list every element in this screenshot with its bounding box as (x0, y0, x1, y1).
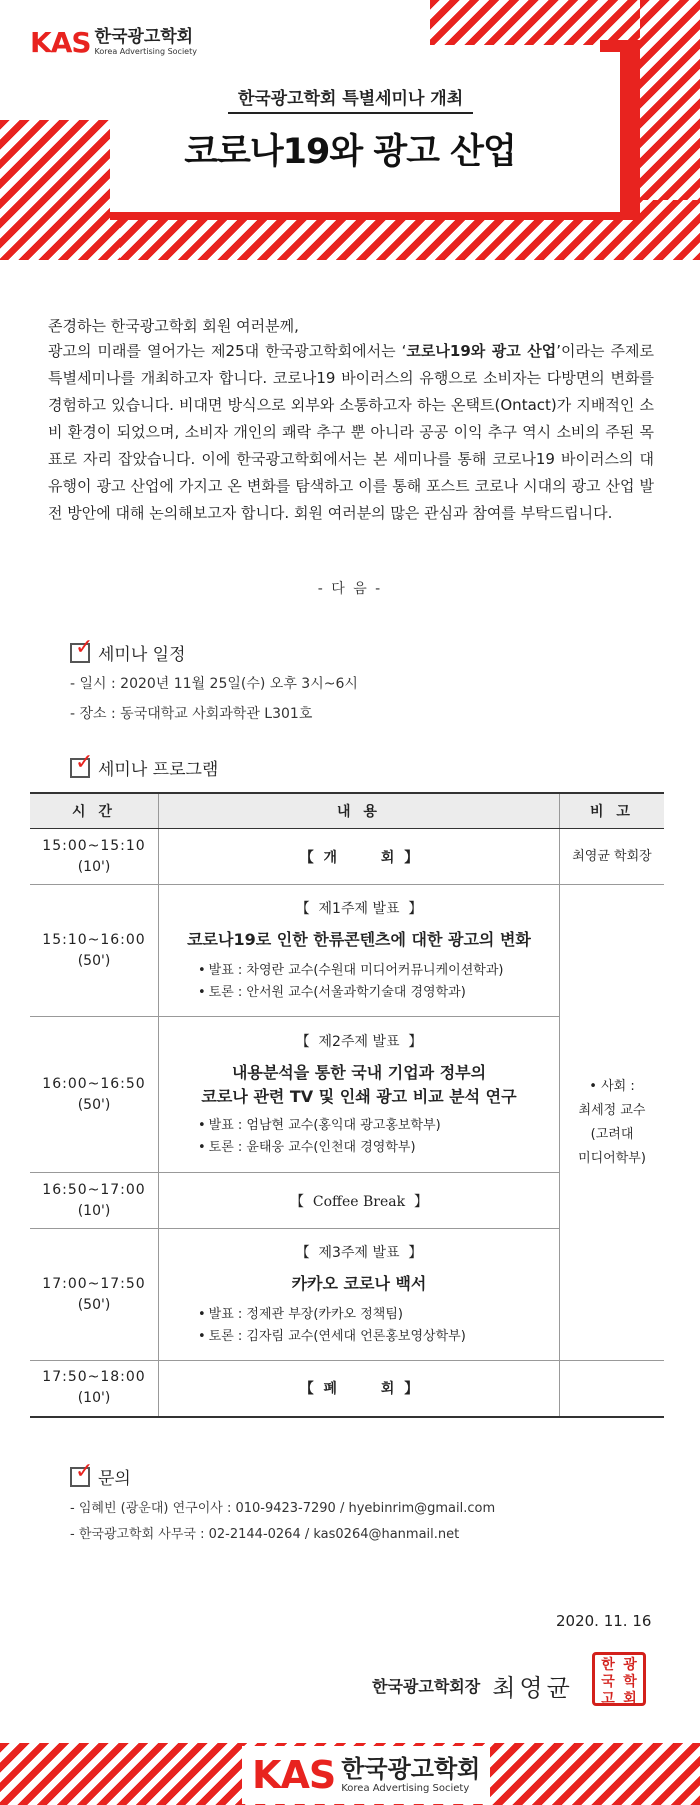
time-cell (30, 829, 159, 885)
closing-label: 【 폐 회 】 (299, 1381, 419, 1398)
topic1-discussant: • 토론 : 안서원 교수(서울과학기술대 경영학과) (160, 982, 558, 1004)
kas-logo-korean: 한국광고학회 (341, 1754, 481, 1783)
host-line1: • 사회 : (589, 1078, 635, 1094)
table-header-row (30, 793, 664, 829)
kas-logo-korean: 한국광고학회 (94, 27, 194, 47)
topic1-title: 코로나19로 인한 한류콘텐츠에 대한 광고의 변화 (187, 929, 531, 949)
page-subtitle: 한국광고학회 특별세미나 개최 (237, 89, 464, 109)
topic2-discussant: • 토론 : 윤태웅 교수(인천대 경영학부) (160, 1137, 558, 1159)
kas-logo-top (30, 24, 205, 61)
time-range: 16:00~16:50 (42, 1075, 146, 1092)
intro-text-bold: 코로나19와 광고 산업 (406, 342, 557, 360)
kas-logo-text (341, 1754, 481, 1794)
time-cell (30, 1361, 159, 1417)
checkbox-icon (70, 1458, 94, 1487)
content-cell (159, 829, 560, 885)
schedule-place: - 장소 : 동국대학교 사회과학관 L301호 (70, 706, 313, 722)
title-divider (228, 112, 473, 114)
intro-text-after: ’이라는 주제로 특별세미나를 개최하고자 합니다. 코로나19 바이러스의 유행으로 소비자는 다방면의 변화를 경험하고 있습니다. 비대면 방식으로 외부와 소통하고자 하는 온택트(Ontact)가 지배적인 소비 환경이 되었으며, 소비자 개인의 쾌락 추구 뿐 아니라 공공 이익 추구 역시 소비의 주된 목표로 자리 잡았습니다. 이에 한국광고학회에서는 본 세미나를 통해 코로나19 바이러스의 대유행이 광고 산업에 가지고 온 변화를 탐색하고 이를 통해 포스트 코로나 시대의 광고 산업 발전 방안에 대해 논의해보고자 합니다. 회원 여러분의 많은 관심과 참여를 부탁드립니다. (48, 342, 654, 522)
time-duration: (50') (77, 1296, 111, 1313)
program-heading-label: 세미나 프로그램 (98, 760, 219, 780)
kas-logo-mark: KAS (30, 26, 91, 59)
greeting: 존경하는 한국광고학회 회원 여러분께, (48, 317, 299, 335)
intro-paragraph (48, 338, 654, 527)
topic3-head: 【 제3주제 발표 】 (295, 1244, 423, 1261)
kas-logo-bottom (242, 1746, 490, 1804)
time-duration: (10') (77, 1390, 111, 1407)
page-title: 코로나19와 광고 산업 (184, 132, 516, 172)
topic2-title-line1: 내용분석을 통한 국내 기업과 정부의 (231, 1062, 487, 1082)
kas-logo-text (95, 29, 197, 56)
host-line2: 최세정 교수 (578, 1102, 646, 1118)
schedule-heading-label: 세미나 일정 (98, 645, 186, 665)
note-cell-empty (560, 1361, 665, 1417)
time-range: 17:50~18:00 (42, 1369, 146, 1386)
topic3-discussant: • 토론 : 김자림 교수(연세대 언론홍보영상학부) (160, 1326, 558, 1348)
kas-logo-english: Korea Advertising Society (341, 1782, 470, 1794)
content-cell (159, 1361, 560, 1417)
time-duration: (50') (77, 1096, 111, 1113)
topic1-presenter: • 발표 : 차영란 교수(수원대 미디어커뮤니케이션학과) (160, 960, 558, 982)
time-cell (30, 885, 159, 1017)
time-cell (30, 1229, 159, 1361)
footer-banner (0, 1743, 700, 1805)
note-cell-host (560, 885, 665, 1361)
signer-role: 한국광고학회장 (372, 1677, 481, 1696)
kas-logo-english: Korea Advertising Society (94, 47, 197, 56)
header-banner (0, 0, 700, 260)
topic1-head: 【 제1주제 발표 】 (295, 900, 423, 917)
checkbox-icon (70, 749, 94, 778)
program-heading (70, 749, 219, 780)
time-range: 15:00~15:10 (42, 837, 146, 854)
signature-block (372, 1668, 574, 1703)
host-line3: (고려대 (590, 1126, 634, 1142)
content-cell (159, 1173, 560, 1229)
topic2-presenter: • 발표 : 엄남현 교수(홍익대 광고홍보학부) (160, 1115, 558, 1137)
official-seal-icon: 한 광 국 학 고 회 (592, 1652, 646, 1706)
issue-date: 2020. 11. 16 (556, 1612, 652, 1630)
contact-heading-label: 문의 (98, 1469, 131, 1489)
topic3-title: 카카오 코로나 백서 (291, 1273, 427, 1293)
column-header-content: 내 용 (159, 793, 560, 829)
contact-line-1: - 임혜빈 (광운대) 연구이사 : 010-9423-7290 / hyebinrim@gmail.com (70, 1501, 496, 1516)
time-range: 16:50~17:00 (42, 1181, 146, 1198)
table-row-opening (30, 829, 664, 885)
topic2-title-line2: 코로나 관련 TV 및 인쇄 광고 비교 분석 연구 (201, 1086, 517, 1106)
opening-label: 【 개 회 】 (299, 849, 419, 866)
topic2-title (160, 1061, 558, 1109)
checkmark-icon: ✓ (75, 1458, 94, 1484)
time-cell (30, 1173, 159, 1229)
time-range: 15:10~16:00 (42, 931, 146, 948)
host-line4: 미디어학부) (578, 1150, 646, 1166)
table-row-closing (30, 1361, 664, 1417)
column-header-note: 비 고 (560, 793, 665, 829)
checkmark-icon: ✓ (75, 634, 94, 660)
checkmark-icon: ✓ (75, 749, 94, 775)
program-table (30, 792, 664, 1418)
content-cell (159, 885, 560, 1017)
kas-logo-mark: KAS (252, 1753, 336, 1797)
intro-text-before: 광고의 미래를 열어가는 제25대 한국광고학회에서는 ‘ (48, 342, 407, 360)
column-header-time: 시 간 (30, 793, 159, 829)
contact-line-2: - 한국광고학회 사무국 : 02-2144-0264 / kas0264@hanmail.net (70, 1527, 460, 1542)
table-row-topic1 (30, 885, 664, 1017)
next-marker: - 다 음 - (317, 581, 383, 597)
topic2-head: 【 제2주제 발표 】 (295, 1033, 423, 1050)
time-duration: (50') (77, 952, 111, 969)
time-cell (30, 1017, 159, 1173)
time-duration: (10') (77, 858, 111, 875)
time-duration: (10') (77, 1202, 111, 1219)
schedule-date: - 일시 : 2020년 11월 25일(수) 오후 3시~6시 (70, 676, 358, 692)
schedule-heading (70, 634, 186, 665)
content-cell (159, 1017, 560, 1173)
contact-heading (70, 1458, 131, 1489)
header-stripes-left (0, 120, 120, 260)
signer-name: 최영균 (492, 1674, 574, 1702)
note-cell (560, 829, 665, 885)
content-cell (159, 1229, 560, 1361)
time-range: 17:00~17:50 (42, 1275, 146, 1292)
checkbox-icon (70, 634, 94, 663)
break-label: 【 Coffee Break 】 (289, 1193, 428, 1210)
opening-host: 최영균 학회장 (572, 848, 652, 864)
topic3-presenter: • 발표 : 정제관 부장(카카오 정책팀) (160, 1304, 558, 1326)
